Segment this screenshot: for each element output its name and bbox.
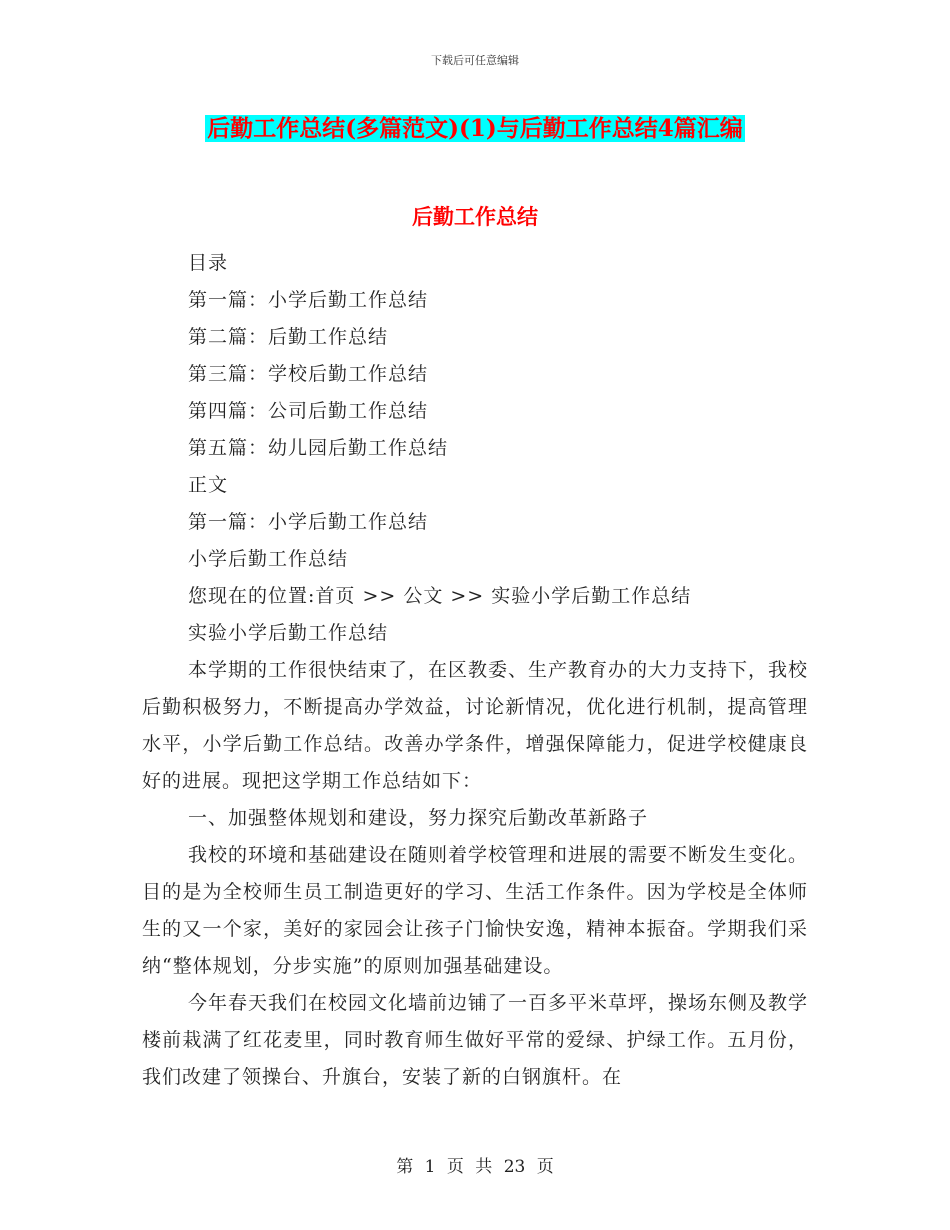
article-subtitle: 小学后勤工作总结 <box>188 548 349 570</box>
location-breadcrumb: 您现在的位置:首页 >> 公文 >> 实验小学后勤工作总结 <box>188 585 692 607</box>
toc-heading: 目录 <box>188 252 229 274</box>
toc-item: 第五篇：幼儿园后勤工作总结 <box>188 437 449 459</box>
paragraph: 本学期的工作很快结束了，在区教委、生产教育办的大力支持下，我校后勤积极努力，不断提高办学效益，讨论新情况，优化进行机制，提高管理水平，小学后勤工作总结。改善办学条件，增强保障能力，促进学校健康良好的进展。现把这学期工作总结如下： <box>142 659 809 792</box>
toc-item: 第二篇：后勤工作总结 <box>188 326 389 348</box>
section-title: 后勤工作总结 <box>412 204 538 229</box>
toc-item: 第四篇：公司后勤工作总结 <box>188 400 429 422</box>
document-title <box>0 112 950 146</box>
paragraph: 我校的环境和基础建设在随则着学校管理和进展的需要不断发生变化。目的是为全校师生员工制造更好的学习、生活工作条件。因为学校是全体师生的又一个家，美好的家园会让孩子门愉快安逸，精神本振奋。学期我们采纳“整体规划，分步实施”的原则加强基础建设。 <box>142 844 809 977</box>
document-title-text: 后勤工作总结(多篇范文)(1)与后勤工作总结4篇汇编 <box>207 115 743 142</box>
section-heading: 一、加强整体规划和建设，努力探究后勤改革新路子 <box>188 807 649 829</box>
document-body <box>142 245 808 1096</box>
article-heading: 第一篇：小学后勤工作总结 <box>188 511 429 533</box>
toc-item: 第一篇：小学后勤工作总结 <box>188 289 429 311</box>
body-heading: 正文 <box>188 474 229 496</box>
toc-item: 第三篇：学校后勤工作总结 <box>188 363 429 385</box>
page-number: 第 1 页 共 23 页 <box>396 1157 554 1177</box>
article-title: 实验小学后勤工作总结 <box>188 622 389 644</box>
paragraph: 今年春天我们在校园文化墙前边铺了一百多平米草坪，操场东侧及教学楼前栽满了红花麦里，同时教育师生做好平常的爱绿、护绿工作。五月份，我们改建了领操台、升旗台，安装了新的白钢旗杆。在 <box>142 992 809 1088</box>
page-header-note: 下载后可任意编辑 <box>431 54 519 67</box>
